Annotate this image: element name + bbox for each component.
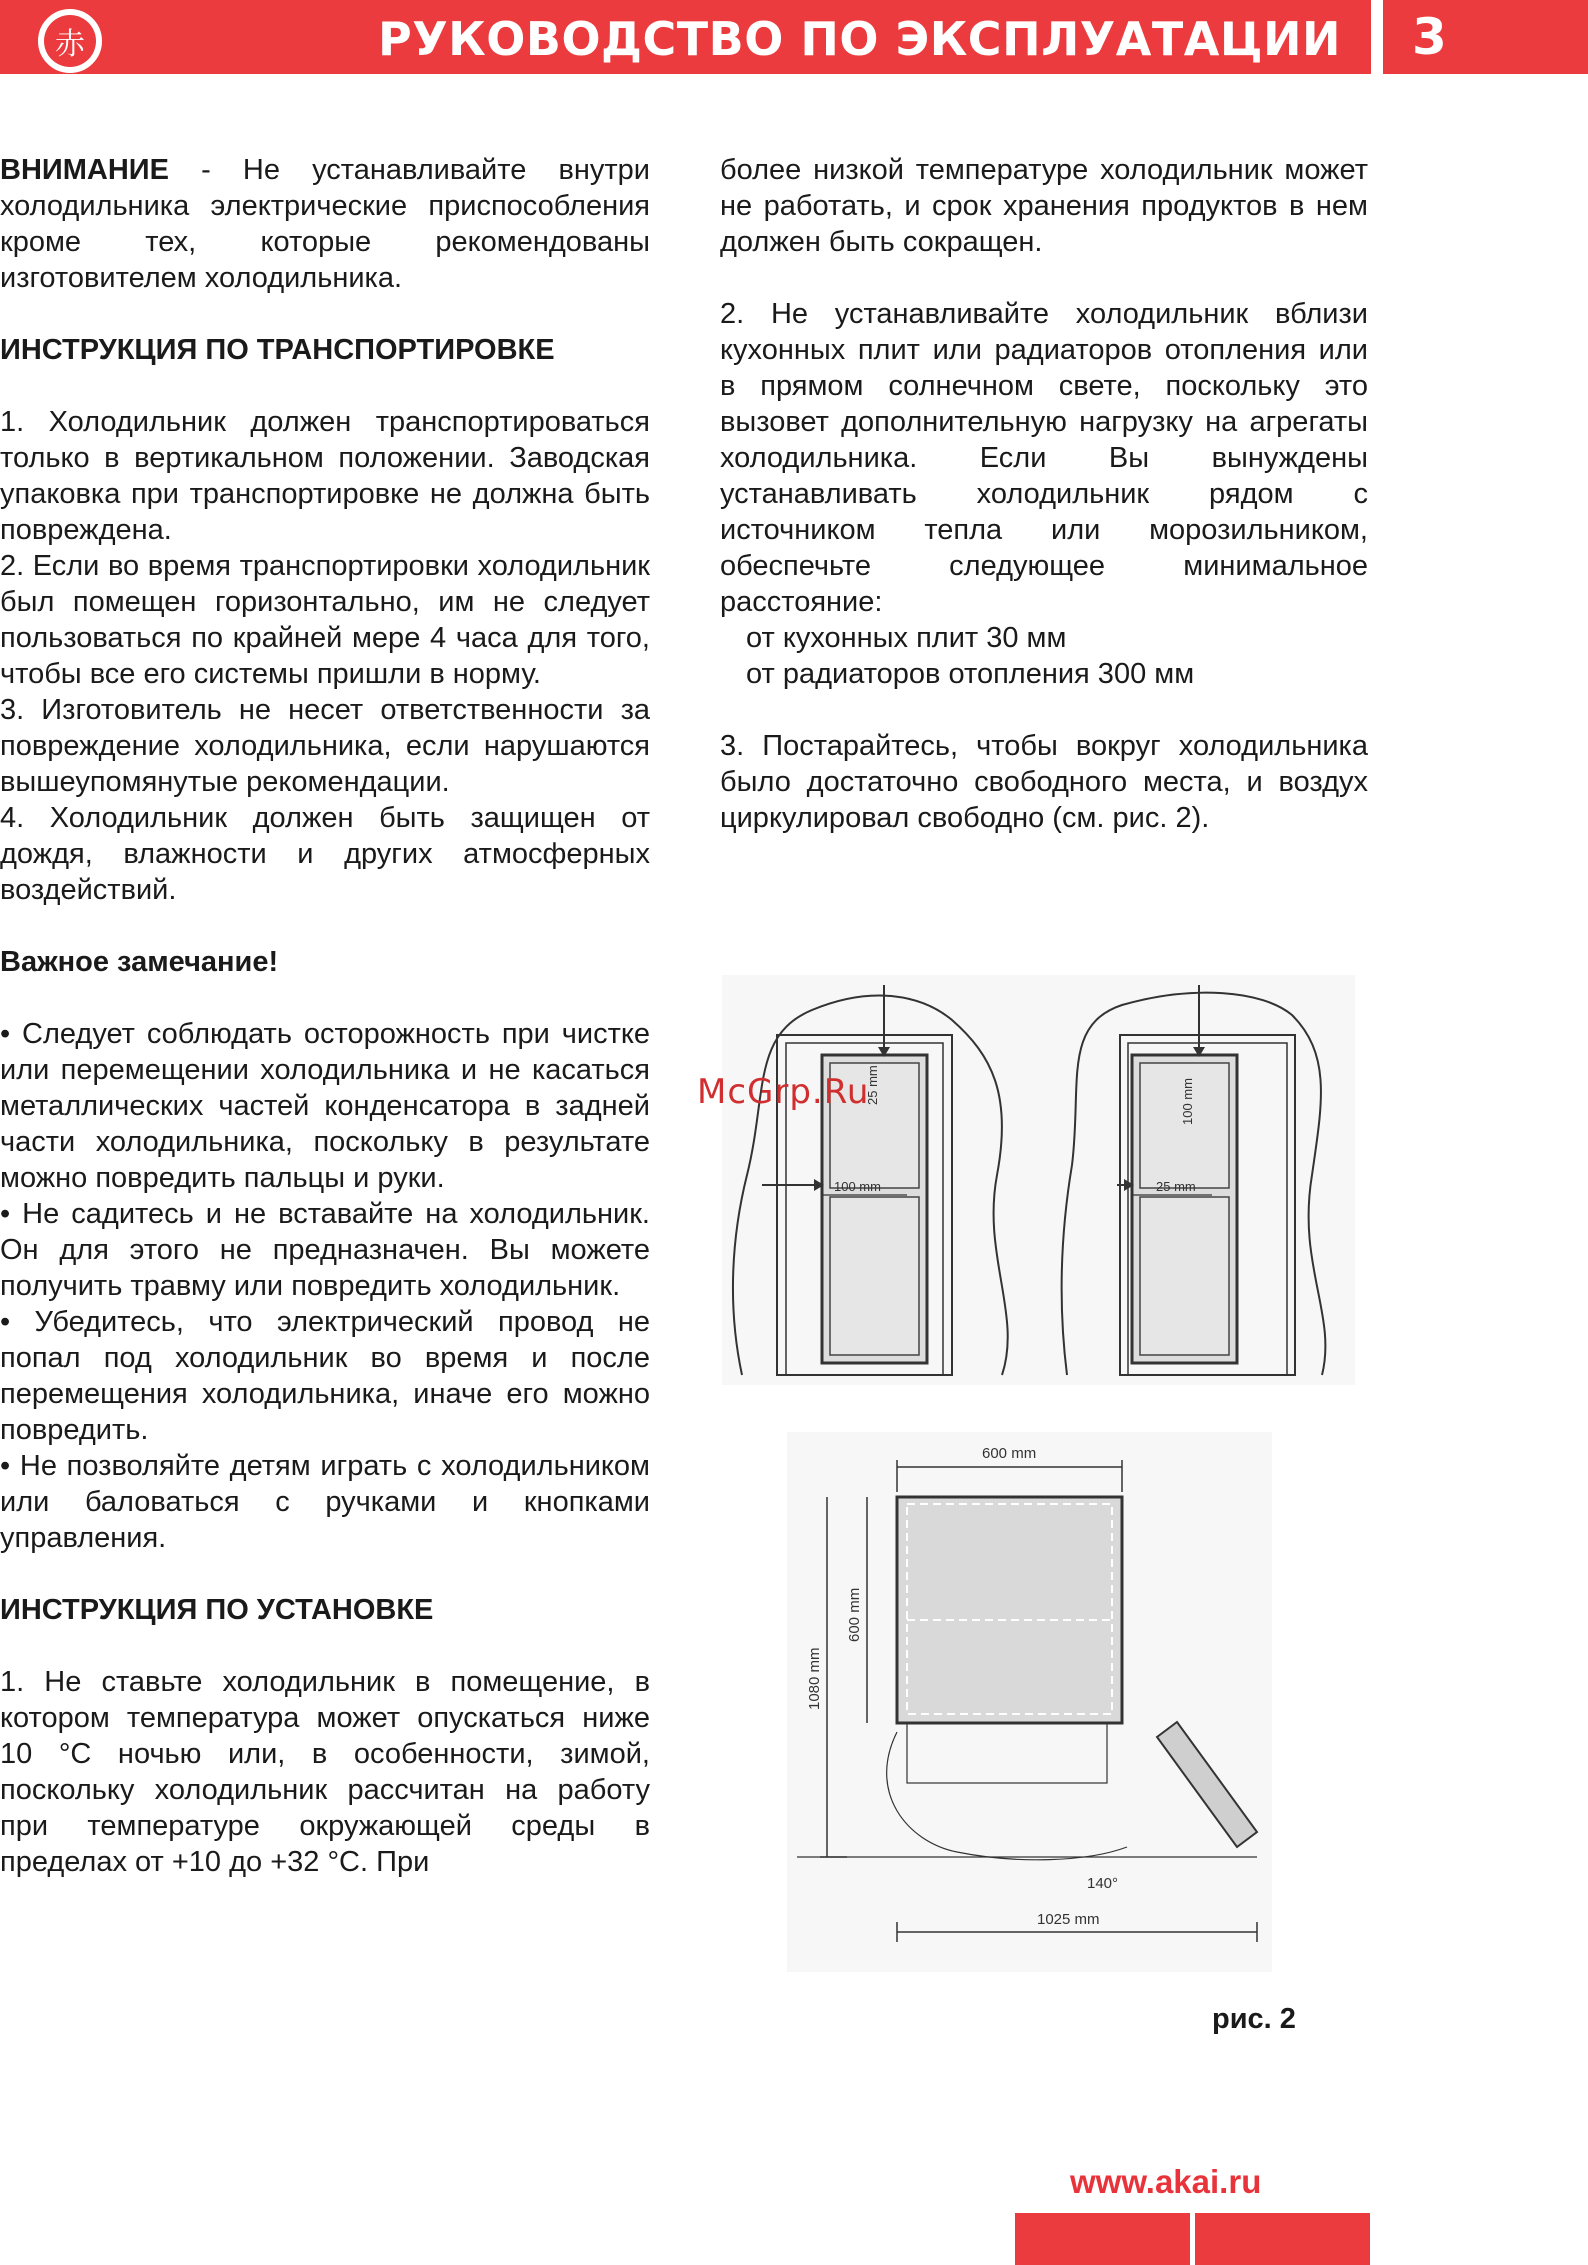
transport-item: 2. Если во время транспортировки холодильник был помещен горизонтально, им не следует пользоваться по крайней мере 4 часа для того, чтобы все его системы пришли в норму.: [0, 550, 650, 690]
transport-item: 3. Изготовитель не несет ответственности за повреждение холодильника, если нарушаются вышеупомянутые рекомендации.: [0, 694, 650, 798]
clearance-diagram: [722, 975, 1355, 1385]
akai-logo: [38, 9, 102, 73]
figure-caption: рис. 2: [1212, 2003, 1296, 2035]
page-title: РУКОВОДСТВО ПО ЭКСПЛУАТАЦИИ: [378, 12, 1341, 66]
door-angle-label: 140°: [1087, 1875, 1119, 1892]
logo-glyph: 赤: [44, 15, 96, 67]
width-label: 600 mm: [982, 1445, 1037, 1462]
footer-bar: [1195, 2213, 1370, 2265]
transport-item: 1. Холодильник должен транспортироваться только в вертикальном положении. Заводская упаковка при транспортировке не должна быть повреждена.: [0, 406, 650, 546]
transport-item: 4. Холодильник должен быть защищен от дождя, влажности и других атмосферных воздействий.: [0, 802, 650, 906]
important-item: • Убедитесь, что электрический провод не попал под холодильник во время и после перемещения холодильника, иначе его можно повредить.: [0, 1306, 650, 1446]
distance-line: от радиаторов отопления 300 мм: [746, 658, 1195, 690]
open-width-label: 1025 mm: [1037, 1911, 1100, 1928]
install-continuation: более низкой температуре холодильник может не работать, и срок хранения продуктов в нем должен быть сокращен.: [720, 154, 1368, 258]
right-side-gap-label: 25 mm: [1156, 1179, 1196, 1194]
important-item: • Не позволяйте детям играть с холодильником или баловаться с ручками и кнопками управления.: [0, 1450, 650, 1554]
dimension-diagram: [787, 1432, 1272, 1972]
install-item: 1. Не ставьте холодильник в помещение, в котором температура может опускаться ниже 10 °С ночью или, в особенности, зимой, поскольку холодильник рассчитан на работу при температуре окружающей среды в пределах от +10 до +32 °С. При: [0, 1666, 650, 1878]
depth-label: 600 mm: [846, 1587, 863, 1642]
page-number: 3: [1412, 8, 1447, 66]
warning-text: - Не устанавливайте внутри холодильника электрические приспособления кроме тех, которые рекомендованы изготовителем холодильника.: [0, 154, 650, 294]
left-top-gap-label: 25 mm: [865, 1065, 880, 1105]
install-heading: ИНСТРУКЦИЯ ПО УСТАНОВКЕ: [0, 1594, 434, 1626]
important-item: • Не садитесь и не вставайте на холодильник. Он для этого не предназначен. Вы можете получить травму или повредить холодильник.: [0, 1198, 650, 1302]
warning-label: ВНИМАНИЕ: [0, 154, 169, 186]
warning-paragraph: [0, 152, 650, 296]
distance-line: от кухонных плит 30 мм: [746, 622, 1067, 654]
left-side-gap-label: 100 mm: [834, 1179, 881, 1194]
right-column: [720, 152, 1368, 836]
transport-heading: ИНСТРУКЦИЯ ПО ТРАНСПОРТИРОВКЕ: [0, 334, 555, 366]
watermark: McGrp.Ru: [697, 1072, 870, 1112]
install-item: 2. Не устанавливайте холодильник вблизи кухонных плит или радиаторов отопления или в прямом солнечном свете, поскольку это вызовет дополнительную нагрузку на агрегаты холодильника. Если Вы вынуждены устанавливать холодильник рядом с источником тепла или морозильником, обеспечьте следующее минимальное расстояние:: [720, 298, 1368, 618]
right-top-gap-label: 100 mm: [1180, 1078, 1195, 1125]
important-item: • Следует соблюдать осторожность при чистке или перемещении холодильника и не касаться металлических частей конденсатора в задней части холодильника, поскольку в результате можно повредить пальцы и руки.: [0, 1018, 650, 1194]
left-column: [0, 152, 650, 1880]
website-link[interactable]: www.akai.ru: [1070, 2163, 1262, 2200]
important-heading: Важное замечание!: [0, 946, 279, 978]
header-bar: [0, 0, 1371, 74]
open-depth-label: 1080 mm: [806, 1647, 823, 1710]
install-item: 3. Постарайтесь, чтобы вокруг холодильника было достаточно свободного места, и воздух циркулировал свободно (см. рис. 2).: [720, 730, 1368, 834]
footer-bar: [1015, 2213, 1190, 2265]
